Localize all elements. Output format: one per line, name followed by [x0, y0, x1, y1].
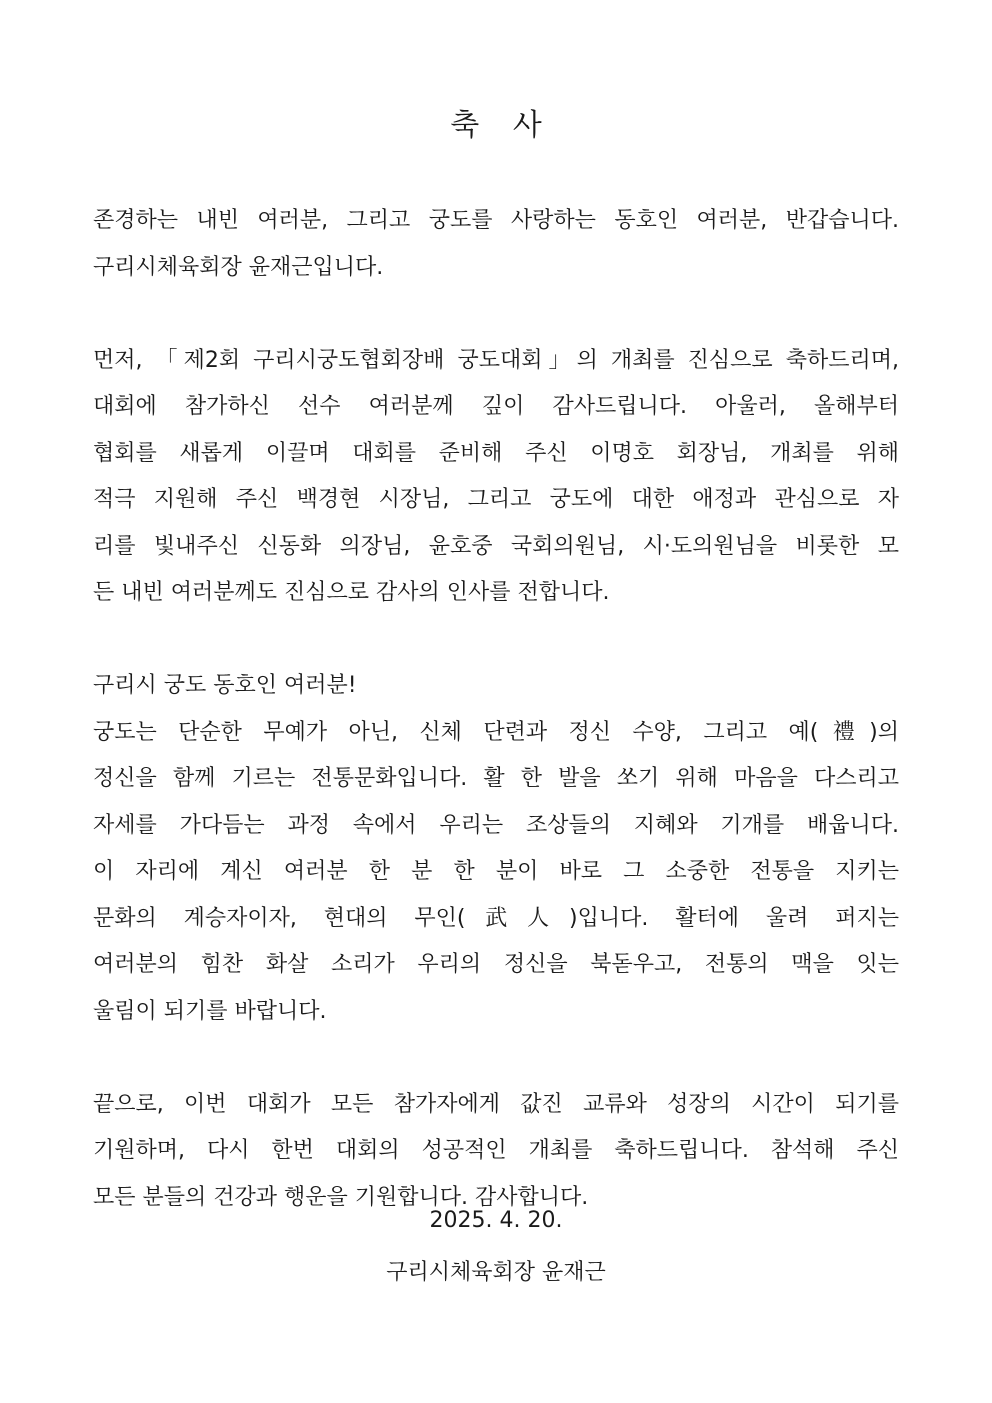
paragraph-line: 모든 분들의 건강과 행운을 기원합니다. 감사합니다. — [93, 1184, 589, 1210]
paragraph-line: 궁도는 단순한 무예가 아닌, 신체 단련과 정신 수양, 그리고 예(禮)의 — [93, 719, 899, 745]
paragraph-line: 구리시체육회장 윤재근입니다. — [93, 254, 384, 280]
paragraph-archery — [93, 663, 899, 1035]
paragraph-line: 적극 지원해 주신 백경현 시장님, 그리고 궁도에 대한 애정과 관심으로 자 — [93, 487, 899, 512]
paragraph-line: 리를 빛내주신 신동화 의장님, 윤호중 국회의원님, 시·도의원님을 비롯한 모 — [93, 533, 899, 559]
paragraph-closing — [93, 1082, 899, 1222]
document-body — [93, 198, 899, 1221]
paragraph-line: 울림이 되기를 바랍니다. — [93, 998, 327, 1024]
paragraph-line: 구리시 궁도 동호인 여러분! — [93, 673, 357, 698]
document-signer: 구리시체육회장 윤재근 — [386, 1260, 606, 1285]
document-date: 2025. 4. 20. — [429, 1208, 563, 1233]
paragraph-line: 존경하는 내빈 여러분, 그리고 궁도를 사랑하는 동호인 여러분, 반갑습니다. — [93, 208, 899, 233]
paragraph-line: 여러분의 힘찬 화살 소리가 우리의 정신을 북돋우고, 전통의 맥을 잇는 — [93, 952, 899, 977]
paragraph-line: 먼저, 「제2회 구리시궁도협회장배 궁도대회」의 개최를 진심으로 축하드리며, — [93, 347, 899, 373]
paragraph-gap — [93, 291, 899, 338]
paragraph-line: 든 내빈 여러분께도 진심으로 감사의 인사를 전합니다. — [93, 580, 610, 605]
paragraph-line: 협회를 새롭게 이끌며 대회를 준비해 주신 이명호 회장님, 개최를 위해 — [93, 440, 899, 466]
paragraph-line: 문화의 계승자이자, 현대의 무인(武人)입니다. 활터에 울려 퍼지는 — [93, 905, 899, 931]
paragraph-gap — [93, 1035, 899, 1082]
paragraph-gap — [93, 617, 899, 664]
paragraph-line: 기원하며, 다시 한번 대회의 성공적인 개최를 축하드립니다. 참석해 주신 — [93, 1138, 899, 1163]
paragraph-congratulations — [93, 338, 899, 617]
paragraph-line: 끝으로, 이번 대회가 모든 참가자에게 값진 교류와 성장의 시간이 되기를 — [93, 1091, 899, 1117]
document-title: 축 사 — [450, 108, 554, 143]
paragraph-line: 정신을 함께 기르는 전통문화입니다. 활 한 발을 쏘기 위해 마음을 다스리고 — [93, 766, 899, 791]
paragraph-greeting — [93, 198, 899, 291]
paragraph-line: 대회에 참가하신 선수 여러분께 깊이 감사드립니다. 아울러, 올해부터 — [93, 394, 899, 419]
paragraph-line: 자세를 가다듬는 과정 속에서 우리는 조상들의 지혜와 기개를 배웁니다. — [93, 812, 899, 838]
paragraph-line: 이 자리에 계신 여러분 한 분 한 분이 바로 그 소중한 전통을 지키는 — [93, 859, 899, 884]
